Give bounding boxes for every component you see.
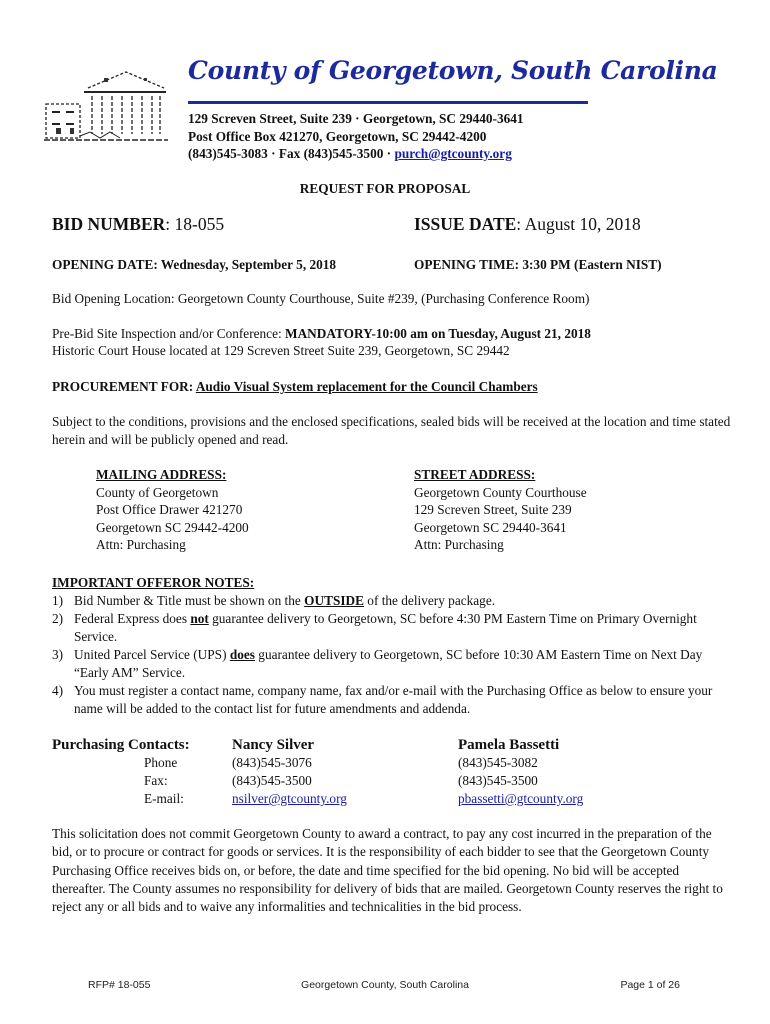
address-line-1: 129 Screven Street, Suite 239 · Georgetown, SC 29440-3641 bbox=[188, 111, 524, 126]
list-item: 1) Bid Number & Title must be shown on the OUTSIDE of the delivery package. bbox=[52, 593, 496, 608]
opening-time: OPENING TIME: 3:30 PM (Eastern NIST) bbox=[414, 257, 662, 272]
contact-fax: (843)545-3500 bbox=[232, 773, 312, 788]
contact-phone: (843)545-3082 bbox=[458, 755, 538, 770]
contact-name: Nancy Silver bbox=[232, 737, 315, 753]
street-line: Georgetown SC 29440-3641 bbox=[414, 519, 567, 535]
subject-text: Subject to the conditions, provisions and the enclosed specifications, sealed bids will be received at the location and time stated herein and will be publicly opened and read. bbox=[52, 414, 731, 447]
phone-fax-line bbox=[188, 145, 524, 163]
mailing-address bbox=[96, 466, 249, 554]
street-line: Georgetown County Courthouse bbox=[414, 484, 587, 500]
list-item: 3) United Parcel Service (UPS) does guarantee delivery to Georgetown, SC before 10:30 AM Eastern Time on Next Day “Early AM” Service. bbox=[52, 647, 703, 680]
prebid-location: Historic Court House located at 129 Screven Street Suite 239, Georgetown, SC 29442 bbox=[52, 343, 510, 358]
issue-date-label: ISSUE DATE bbox=[414, 214, 517, 234]
issue-date-value: : August 10, 2018 bbox=[516, 214, 641, 234]
contact-email-link[interactable]: nsilver@gtcounty.org bbox=[232, 791, 347, 806]
bid-number-value: : 18-055 bbox=[165, 214, 225, 234]
prebid-label: Pre-Bid Site Inspection and/or Conference: bbox=[52, 326, 286, 341]
contact-phone: (843)545-3076 bbox=[232, 755, 312, 770]
issue-date bbox=[414, 216, 641, 234]
mailing-line: Attn: Purchasing bbox=[96, 537, 186, 552]
street-address bbox=[414, 466, 587, 554]
bid-opening-location: Bid Opening Location: Georgetown County Courthouse, Suite #239, (Purchasing Conference Room) bbox=[52, 291, 590, 306]
courthouse-logo-icon bbox=[44, 66, 168, 144]
offeror-notes bbox=[52, 574, 732, 718]
list-item: 4) You must register a contact name, company name, fax and/or e-mail with the Purchasing Office as below to ensure your name will be added to the contact list for future amendments and addenda. bbox=[52, 683, 713, 716]
street-heading: STREET ADDRESS: bbox=[414, 467, 536, 482]
phone-fax-text: (843)545-3083 · Fax (843)545-3500 · bbox=[188, 146, 395, 161]
title-divider bbox=[188, 101, 588, 104]
purchasing-contacts bbox=[52, 736, 583, 808]
address-line-2: Post Office Box 421270, Georgetown, SC 29442-4200 bbox=[188, 128, 487, 144]
header-address bbox=[188, 110, 524, 163]
mailing-heading: MAILING ADDRESS: bbox=[96, 467, 227, 482]
bid-number-label: BID NUMBER bbox=[52, 214, 166, 234]
contact-fax: (843)545-3500 bbox=[458, 773, 538, 788]
contact-row-label: E-mail: bbox=[144, 791, 184, 806]
purchasing-email-link[interactable]: purch@gtcounty.org bbox=[394, 146, 512, 161]
footer-page-number: Page 1 of 26 bbox=[620, 979, 680, 991]
procurement-label: PROCUREMENT FOR: bbox=[52, 379, 196, 394]
org-title: County of Georgetown, South Carolina bbox=[188, 56, 718, 85]
contact-row-label: Fax: bbox=[144, 773, 168, 788]
document-type: REQUEST FOR PROPOSAL bbox=[299, 181, 471, 196]
notes-heading: IMPORTANT OFFEROR NOTES: bbox=[52, 575, 255, 590]
mailing-line: Georgetown SC 29442-4200 bbox=[96, 519, 249, 535]
footer-rfp-number: RFP# 18-055 bbox=[88, 979, 151, 991]
disclaimer-text: This solicitation does not commit Georgetown County to award a contract, to pay any cost incurred in the preparation of the bid, or to procure or contract for goods or services. It is the responsibility of each bidder to see that the Georgetown County Purchasing Office receives bids on, or before, the date and time specified for the bid opening. No bid will be accepted thereafter. The County assumes no responsibility for delivery of bids that are mailed. Georgetown County reserves the right to reject any or all bids and to waive any informalities and technicalities in the bid process. bbox=[52, 826, 723, 915]
opening-date: OPENING DATE: Wednesday, September 5, 2018 bbox=[52, 257, 337, 272]
contacts-heading: Purchasing Contacts: bbox=[52, 737, 190, 753]
list-item: 2) Federal Express does not guarantee delivery to Georgetown, SC before 4:30 PM Eastern Time on Primary Overnight Service. bbox=[52, 611, 697, 644]
procurement-value: Audio Visual System replacement for the Council Chambers bbox=[195, 379, 538, 394]
procurement-for bbox=[52, 378, 732, 395]
prebid-value: MANDATORY-10:00 am on Tuesday, August 21, 2018 bbox=[285, 326, 591, 341]
contact-email-link[interactable]: pbassetti@gtcounty.org bbox=[458, 791, 584, 806]
footer-county: Georgetown County, South Carolina bbox=[301, 979, 469, 991]
street-line: 129 Screven Street, Suite 239 bbox=[414, 502, 572, 517]
mailing-line: Post Office Drawer 421270 bbox=[96, 502, 243, 517]
bid-number bbox=[52, 216, 224, 234]
prebid-conference bbox=[52, 325, 732, 359]
contact-name: Pamela Bassetti bbox=[458, 737, 560, 753]
mailing-line: County of Georgetown bbox=[96, 484, 219, 500]
contact-row-label: Phone bbox=[144, 755, 178, 770]
street-line: Attn: Purchasing bbox=[414, 537, 504, 552]
